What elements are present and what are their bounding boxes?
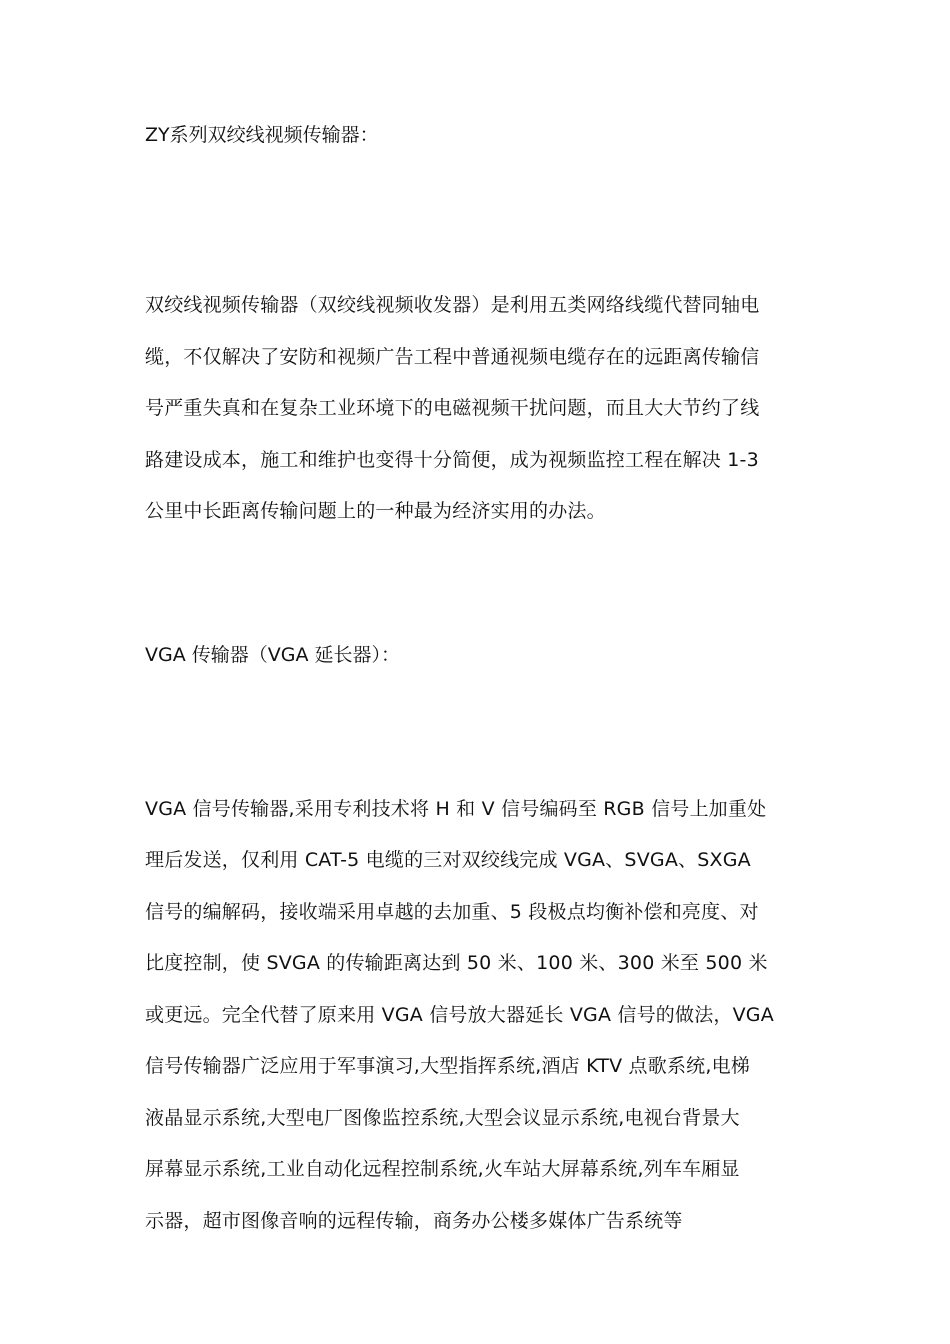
paragraph-twisted-pair bbox=[145, 280, 805, 538]
heading-vga-transmitter: VGA 传输器（VGA 延长器）： bbox=[145, 643, 401, 666]
spacer bbox=[145, 538, 805, 638]
paragraph-line: 屏幕显示系统,工业自动化远程控制系统,火车站大屏幕系统,列车车厢显 bbox=[145, 1158, 740, 1180]
paragraph-line: 缆，不仅解决了安防和视频广告工程中普通视频电缆存在的远距离传输信 bbox=[145, 345, 760, 368]
paragraph-line: 液晶显示系统,大型电厂图像监控系统,大型会议显示系统,电视台背景大 bbox=[145, 1106, 740, 1129]
paragraph-line: VGA 信号传输器,采用专利技术将 H 和 V 信号编码至 RGB 信号上加重处 bbox=[145, 797, 767, 820]
paragraph-line: 路建设成本，施工和维护也变得十分简便，成为视频监控工程在解决 1-3 bbox=[145, 448, 759, 471]
paragraph-line: 比度控制，使 SVGA 的传输距离达到 50 米、100 米、300 米至 500 米 bbox=[145, 952, 768, 974]
paragraph-line: 公里中长距离传输问题上的一种最为经济实用的办法。 bbox=[145, 500, 606, 522]
paragraph-line: 或更远。完全代替了原来用 VGA 信号放大器延长 VGA 信号的做法，VGA bbox=[145, 1003, 774, 1026]
paragraph-vga bbox=[145, 784, 805, 1248]
spacer bbox=[145, 672, 805, 784]
paragraph-line: 示器，超市图像音响的远程传输，商务办公楼多媒体广告系统等 bbox=[145, 1209, 683, 1232]
spacer bbox=[145, 152, 805, 280]
paragraph-line: 双绞线视频传输器（双绞线视频收发器）是利用五类网络线缆代替同轴电 bbox=[145, 294, 760, 316]
paragraph-line: 理后发送，仅利用 CAT-5 电缆的三对双绞线完成 VGA、SVGA、SXGA bbox=[145, 849, 751, 871]
paragraph-line: 信号传输器广泛应用于军事演习,大型指挥系统,酒店 KTV 点歌系统,电梯 bbox=[145, 1055, 750, 1077]
paragraph-line: 号严重失真和在复杂工业环境下的电磁视频干扰问题，而且大大节约了线 bbox=[145, 397, 760, 419]
heading-zy-series: ZY系列双绞线视频传输器： bbox=[145, 124, 379, 146]
document-content bbox=[145, 118, 805, 1247]
paragraph-line: 信号的编解码，接收端采用卓越的去加重、5 段极点均衡补偿和亮度、对 bbox=[145, 900, 759, 923]
